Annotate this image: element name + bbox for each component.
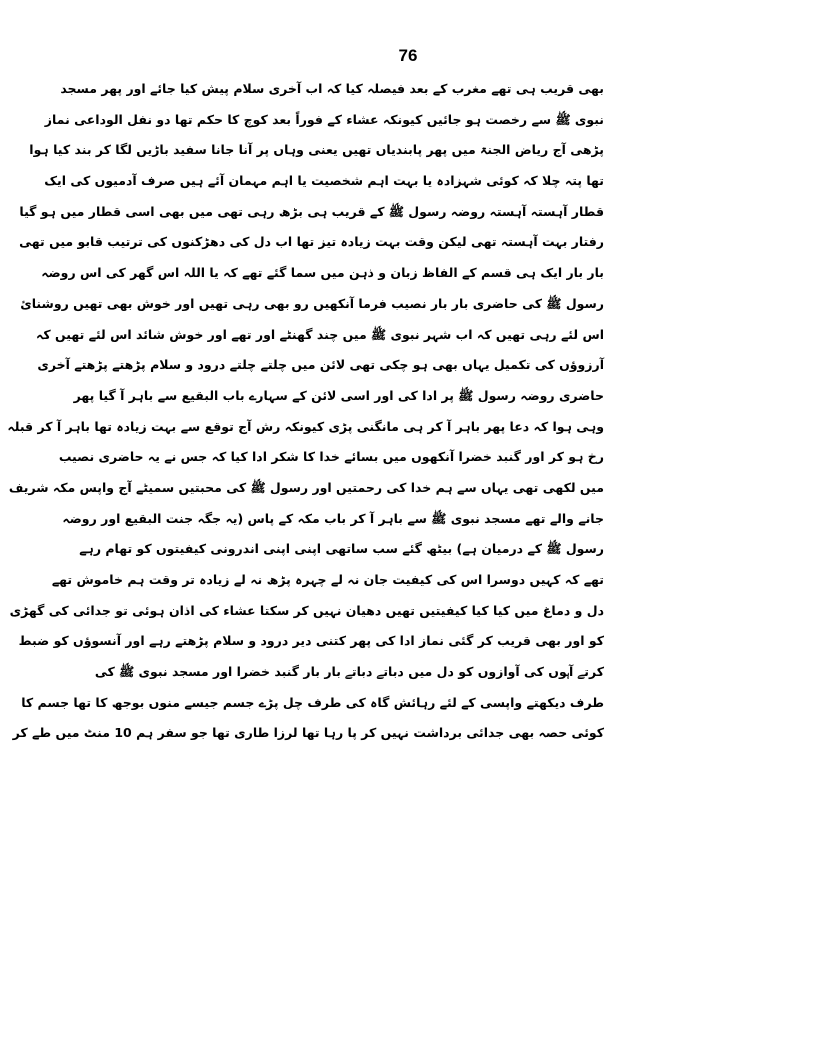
- text-line: رفتار بہت آہستہ تھی لیکن وقت بہت زیادہ تیز تھا اب دل کی دھڑکنوں کی ترتیب قابو میں تھی: [19, 234, 604, 250]
- text-line: رسول ﷺ کے درمیان ہے) بیٹھ گئے سب ساتھی اپنی اپنی اندرونی کیفیتوں کو تھام رہے: [79, 541, 604, 557]
- body-text: [7, 74, 604, 749]
- text-line: آرزوؤں کی تکمیل یہاں بھی ہو چکی تھی لائن میں چلتے چلتے درود و سلام پڑھتے پڑھتے آخری: [37, 357, 604, 373]
- text-line: وہی ہوا کہ دعا پھر باہر آ کر ہی مانگنی پڑی کیونکہ رش آج توقع سے بہت زیادہ تھا باہر آ کر قبلہ: [7, 418, 604, 434]
- text-line: کو اور بھی قریب کر گئی نماز ادا کی پھر کتنی دیر درود و سلام پڑھتے رہے اور آنسوؤں کو ضبط: [18, 633, 604, 649]
- text-line: قطار آہستہ آہستہ روضہ رسول ﷺ کے قریب ہی بڑھ رہی تھی میں بھی اسی قطار میں ہو گیا: [19, 203, 604, 219]
- text-line: تھے کہ کہیں دوسرا اس کی کیفیت جان نہ لے چہرہ پڑھ نہ لے زیادہ تر وقت ہم خاموش تھے: [51, 572, 604, 587]
- text-line: جانے والے تھے مسجد نبوی ﷺ سے باہر آ کر باب مکہ کے پاس (یہ جگہ جنت البقیع اور روضہ: [62, 510, 604, 526]
- text-line: رسول ﷺ کی حاضری بار بار نصیب فرما آنکھیں رو بھی رہی تھیں اور خوش بھی تھیں روشنائ: [20, 295, 604, 311]
- text-line: دل و دماغ میں کیا کیا کیفیتیں تھیں دھیان نہیں کر سکتا عشاء کی اذان ہوئی تو جدائی کی گھڑی: [9, 602, 604, 618]
- text-line: اس لئے رہی تھیں کہ اب شہر نبوی ﷺ میں چند گھنٹے اور تھے اور خوش شائد اس لئے تھیں کہ: [36, 326, 604, 342]
- text-line: پڑھی آج ریاض الجنۃ میں پھر پابندیاں تھیں یعنی وہاں پر آنا جانا سفید باڑیں لگا کر بند کیا ہوا: [29, 142, 604, 158]
- text-line: طرف دیکھتے واپسی کے لئے رہائش گاہ کی طرف چل پڑے جسم جیسے منوں بوجھ کا تھا جسم کا: [21, 694, 604, 710]
- page-number: 76: [398, 46, 418, 65]
- text-line: بھی قریب ہی تھے مغرب کے بعد فیصلہ کیا کہ اب آخری سلام پیش کیا جائے اور پھر مسجد: [60, 81, 604, 96]
- text-line: میں لکھی تھی یہاں سے ہم خدا کی رحمتیں اور رسول ﷺ کی محبتیں سمیٹے آج واپس مکہ شریف: [8, 479, 604, 495]
- text-line: حاضری روضہ رسول ﷺ پر ادا کی اور اسی لائن کے سہارے باب البقیع سے باہر آ گیا پھر: [73, 387, 604, 403]
- text-line: کرتے آہوں کی آوازوں کو دل میں دباتے دباتے بار بار گنبد خضرا اور مسجد نبوی ﷺ کی: [94, 664, 604, 680]
- text-line: کوئی حصہ بھی جدائی برداشت نہیں کر پا رہا تھا لرزا طاری تھا جو سفر ہم 10 منٹ میں طے کر: [12, 725, 604, 741]
- text-line: تھا پتہ چلا کہ کوئی شہزادہ یا بہت اہم شخصیت یا اہم مہمان آئے ہیں صرف آدمیوں کی ایک: [44, 173, 604, 189]
- text-line: بار بار ایک ہی قسم کے الفاظ زبان و ذہن میں سما گئے تھے کہ یا اللہ اس گھر کی اس روضہ: [41, 265, 604, 281]
- text-line: نبوی ﷺ سے رخصت ہو جائیں کیونکہ عشاء کے فوراً بعد کوچ کا حکم تھا دو نفل الوداعی نماز: [44, 111, 604, 127]
- text-line: رخ ہو کر اور گنبد خضرا آنکھوں میں بسائے خدا کا شکر ادا کیا کہ جس نے یہ حاضری نصیب: [58, 449, 604, 465]
